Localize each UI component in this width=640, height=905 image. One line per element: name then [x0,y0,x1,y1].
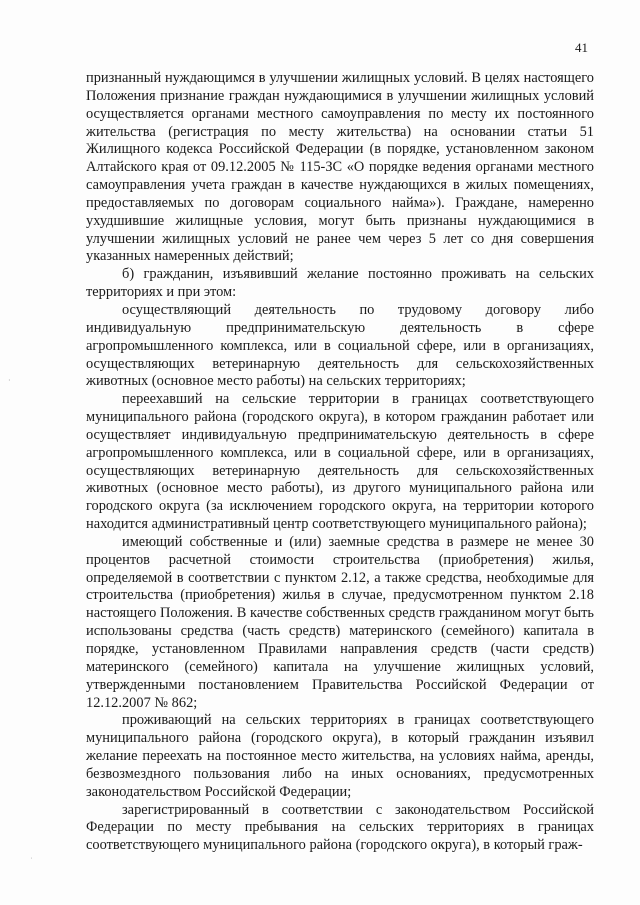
paragraph-continuation: признанный нуждающимся в улучшении жилищных условий. В целях настоящего Положения признание граждан нуждающимися в улучшении жилищных условий осуществляется органами местного самоуправления по месту их постоянного жительства (регистрация по месту жительства) на основании статьи 51 Жилищного кодекса Российской Федерации (в порядке, установленном законом Алтайского края от 09.12.2005 № 115-ЗС «О порядке ведения органами местного самоуправления учета граждан в качестве нуждающихся в жилых помещениях, предоставляемых по договорам социального найма»). Граждане, намеренно ухудшившие жилищные условия, могут быть признаны нуждающимися в улучшении жилищных условий не ранее чем через 5 лет со дня совершения указанных намеренных действий; [86,70,594,265]
paragraph-item-b: б) гражданин, изъявивший желание постоянно проживать на сельских территориях и при этом: [86,266,594,301]
document-body [86,70,594,855]
paragraph-registered: зарегистрированный в соответствии с законодательством Российской Федерации по месту пребывания на сельских территориях в границах соответствующего муниципального района (городского округа), в который граж- [86,801,594,854]
paragraph-funds: имеющий собственные и (или) заемные средства в размере не менее 30 процентов расчетной стоимости строительства (приобретения) жилья, определяемой в соответствии с пунктом 2.12, а также средства, необходимые для строительства (приобретения) жилья в случае, предусмотренном пунктом 2.18 настоящего Положения. В качестве собственных средств гражданином могут быть использованы средства (часть средств) материнского (семейного) капитала в порядке, установленном Правилами направления средств (части средств) материнского (семейного) капитала на улучшение жилищных условий, утвержденными постановлением Правительства Российской Федерации от 12.12.2007 № 862; [86,533,594,711]
scan-speck: · [8,376,11,385]
scan-speck: ˙ [30,856,33,865]
paragraph-employment: осуществляющий деятельность по трудовому договору либо индивидуальную предпринимательскую деятельность в сфере агропромышленного комплекса, или в социальной сфере, или в организациях, осуществляющих ветеринарную деятельность для сельскохозяйственных животных (основное место работы) на сельских территориях; [86,301,594,390]
paragraph-relocated: переехавший на сельские территории в границах соответствующего муниципального района (городского округа), в котором гражданин работает или осуществляет индивидуальную предпринимательскую деятельность в сфере агропромышленного комплекса, или в социальной сфере, или в организациях, осуществляющих ветеринарную деятельность для сельскохозяйственных животных (основное место работы), из другого муниципального района или городского округа (за исключением городского округа, на территории которого находится административный центр соответствующего муниципального района); [86,391,594,533]
page-number: 41 [575,40,588,55]
paragraph-residing: проживающий на сельских территориях в границах соответствующего муниципального района (городского округа), в который гражданин изъявил желание переехать на постоянное место жительства, на условиях найма, аренды, безвозмездного пользования либо на иных основаниях, предусмотренных законодательством Российской Федерации; [86,712,594,800]
